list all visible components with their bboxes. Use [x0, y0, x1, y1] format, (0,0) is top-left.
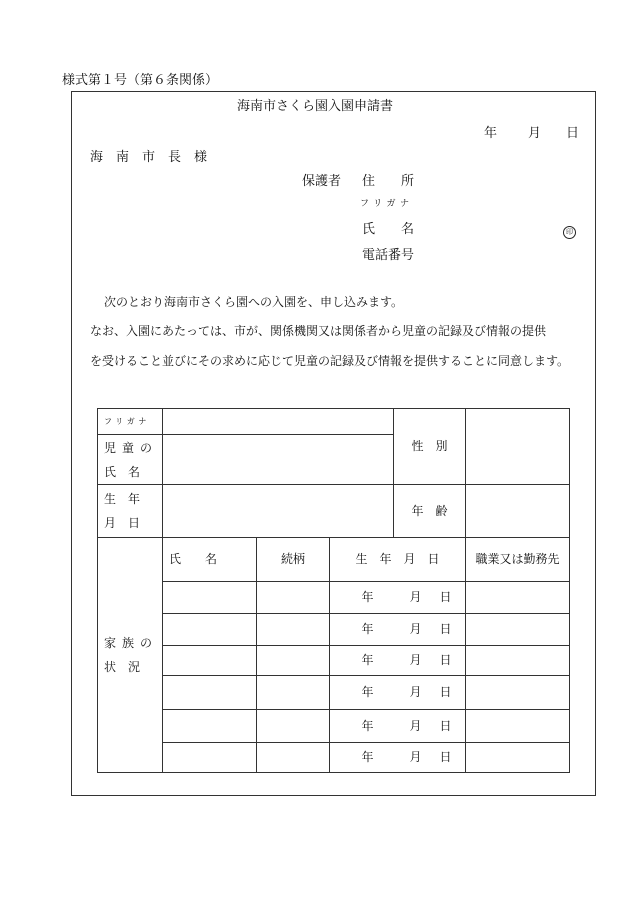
- family-birthdate-field[interactable]: [330, 614, 466, 646]
- body-paragraph-1: 次のとおり海南市さくら園への入園を、申し込みます。: [104, 295, 404, 309]
- application-table: [97, 408, 570, 773]
- family-birthdate-field[interactable]: [330, 582, 466, 614]
- family-relation-field[interactable]: [257, 710, 330, 743]
- family-header-name: 氏 名: [163, 538, 257, 582]
- family-birthdate-field[interactable]: [330, 676, 466, 710]
- year-unit: 年: [361, 653, 374, 668]
- child-name-label-line2: 氏 名: [104, 464, 141, 479]
- day-unit: 日: [439, 685, 452, 700]
- form-number-label: 様式第１号（第６条関係）: [62, 73, 219, 88]
- table-row: [98, 582, 570, 614]
- age-field[interactable]: [466, 485, 570, 538]
- table-row: [98, 538, 570, 582]
- year-unit: 年: [361, 590, 374, 605]
- table-row: [98, 409, 570, 435]
- family-relation-field[interactable]: [257, 676, 330, 710]
- birthdate-label: [98, 485, 163, 538]
- day-unit: 日: [439, 653, 452, 668]
- birthdate-label-line2: 月 日: [104, 516, 141, 530]
- phone-label: 電話番号: [362, 248, 415, 263]
- address-label: 住 所: [362, 174, 415, 189]
- birthdate-label-line1: 生 年: [104, 492, 141, 506]
- date-year-label: 年: [484, 126, 498, 141]
- family-status-label-line1: 家族の: [104, 636, 159, 650]
- day-unit: 日: [439, 590, 452, 605]
- family-relation-field[interactable]: [257, 614, 330, 646]
- family-relation-field[interactable]: [257, 646, 330, 676]
- family-relation-field[interactable]: [257, 743, 330, 773]
- child-furigana-field[interactable]: [163, 409, 394, 435]
- name-label: 氏 名: [362, 222, 415, 237]
- table-row: [98, 743, 570, 773]
- family-relation-field[interactable]: [257, 582, 330, 614]
- family-status-label: [98, 538, 163, 773]
- sex-field[interactable]: [466, 409, 570, 485]
- table-row: [98, 646, 570, 676]
- family-name-field[interactable]: [163, 743, 257, 773]
- month-unit: 月: [409, 750, 422, 765]
- addressee: 海 南 市 長 様: [90, 150, 208, 165]
- family-occupation-field[interactable]: [466, 676, 570, 710]
- furigana-label: フリガナ: [360, 199, 414, 209]
- family-header-occupation: 職業又は勤務先: [466, 538, 570, 582]
- table-row: [98, 485, 570, 538]
- family-header-relation: 続柄: [257, 538, 330, 582]
- family-name-field[interactable]: [163, 614, 257, 646]
- month-unit: 月: [409, 718, 422, 733]
- date-day-label: 日: [566, 126, 580, 141]
- family-birthdate-field[interactable]: [330, 710, 466, 743]
- month-unit: 月: [409, 653, 422, 668]
- year-unit: 年: [361, 685, 374, 700]
- year-unit: 年: [361, 718, 374, 733]
- family-birthdate-field[interactable]: [330, 646, 466, 676]
- year-unit: 年: [361, 622, 374, 637]
- seal-mark: [563, 219, 576, 239]
- guardian-label: 保護者: [302, 174, 342, 189]
- day-unit: 日: [439, 622, 452, 637]
- table-row: [98, 676, 570, 710]
- body-paragraph-3: を受けること並びにその求めに応じて児童の記録及び情報を提供することに同意します。: [90, 354, 570, 368]
- table-row: [98, 614, 570, 646]
- body-paragraph-2: なお、入園にあたっては、市が、関係機関又は関係者から児童の記録及び情報の提供: [90, 324, 547, 338]
- family-name-field[interactable]: [163, 646, 257, 676]
- table-row: [98, 710, 570, 743]
- age-label: 年 齢: [394, 485, 466, 538]
- family-status-label-line2: 状 況: [104, 660, 141, 674]
- day-unit: 日: [439, 750, 452, 765]
- sex-label: 性 別: [394, 409, 466, 485]
- family-occupation-field[interactable]: [466, 646, 570, 676]
- family-name-field[interactable]: [163, 710, 257, 743]
- family-header-birthdate: 生 年 月 日: [330, 538, 466, 582]
- date-month-label: 月: [528, 126, 542, 141]
- family-name-field[interactable]: [163, 582, 257, 614]
- seal-icon: 印: [563, 226, 576, 239]
- family-name-field[interactable]: [163, 676, 257, 710]
- family-occupation-field[interactable]: [466, 743, 570, 773]
- year-unit: 年: [361, 750, 374, 765]
- family-occupation-field[interactable]: [466, 710, 570, 743]
- child-furigana-label: フリガナ: [98, 409, 163, 435]
- birthdate-field[interactable]: [163, 485, 394, 538]
- form-title: 海南市さくら園入園申請書: [236, 99, 393, 114]
- family-occupation-field[interactable]: [466, 614, 570, 646]
- month-unit: 月: [409, 685, 422, 700]
- child-name-field[interactable]: [163, 435, 394, 485]
- child-name-label: [98, 435, 163, 485]
- family-birthdate-field[interactable]: [330, 743, 466, 773]
- month-unit: 月: [409, 590, 422, 605]
- child-name-label-line1: 児童の: [104, 440, 159, 455]
- family-occupation-field[interactable]: [466, 582, 570, 614]
- day-unit: 日: [439, 718, 452, 733]
- month-unit: 月: [409, 622, 422, 637]
